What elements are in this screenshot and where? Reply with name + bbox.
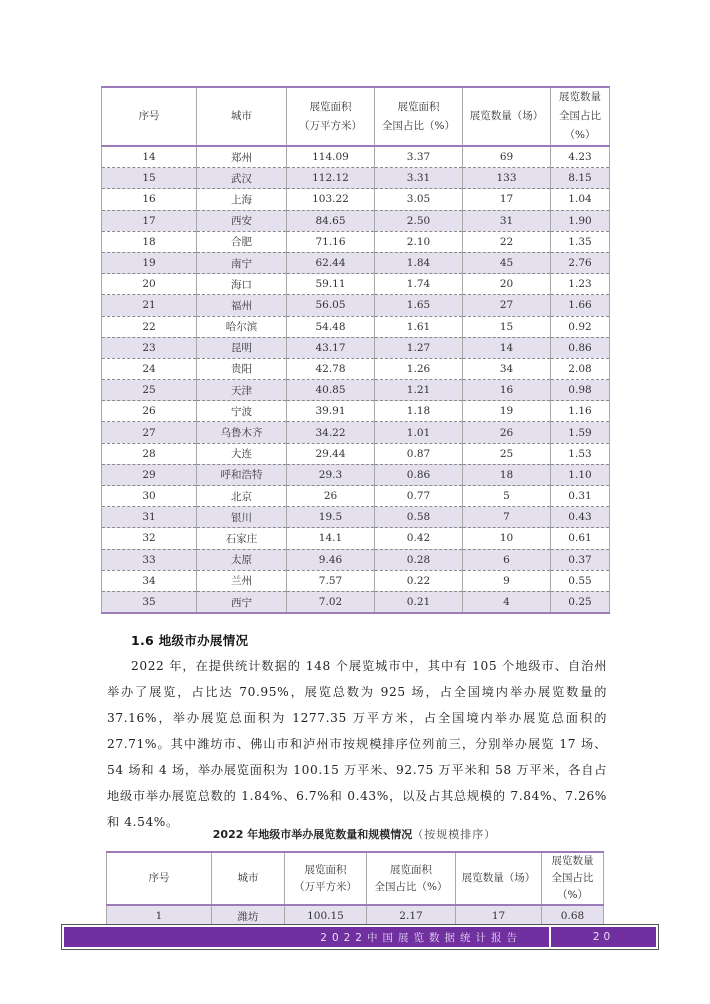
header-area-share [367,852,456,905]
cell-count: 15 [463,316,551,337]
header-count-share [551,87,610,146]
cell-area: 112.12 [287,168,375,189]
cell-rank: 34 [102,570,197,591]
cell-city: 宁波 [197,401,287,422]
cell-count: 14 [463,337,551,358]
header-count [463,87,551,146]
cell-area-share: 3.31 [375,168,463,189]
table-row [102,443,610,464]
cell-rank: 29 [102,464,197,485]
header-label: 展览数量 [559,91,601,103]
cell-rank: 18 [102,231,197,252]
cell-area-share: 2.50 [375,210,463,231]
header-sublabel: 全国占比（%） [559,110,601,141]
cell-count: 4 [463,591,551,613]
table-row [102,464,610,485]
cell-area-share: 0.21 [375,591,463,613]
table-row [102,337,610,358]
cell-city: 哈尔滨 [197,316,287,337]
table-row [102,274,610,295]
cell-city: 兰州 [197,570,287,591]
cell-area: 7.57 [287,570,375,591]
header-city [197,87,287,146]
cell-count: 18 [463,464,551,485]
header-area [287,87,375,146]
cell-area-share: 0.58 [375,507,463,528]
cell-count: 19 [463,401,551,422]
page-footer [61,924,659,950]
table-row [102,486,610,507]
header-count-share [542,852,604,905]
cell-rank: 1 [107,905,212,927]
footer-report-title: 2022中国展览数据统计报告 [64,927,549,947]
cell-area: 40.85 [287,380,375,401]
table-row [102,146,610,168]
cell-count-share: 1.53 [551,443,610,464]
prefecture-city-exhibition-table [106,851,604,928]
cell-city: 合肥 [197,231,287,252]
cell-count-share: 0.68 [542,905,604,927]
cell-count: 69 [463,146,551,168]
table-header-row [107,852,604,905]
cell-rank: 21 [102,295,197,316]
cell-count: 10 [463,528,551,549]
cell-area-share: 2.17 [367,905,456,927]
cell-city: 海口 [197,274,287,295]
header-label: 展览面积 [390,863,432,876]
cell-rank: 33 [102,549,197,570]
cell-count-share: 8.15 [551,168,610,189]
header-sublabel: 全国占比（%） [374,880,448,893]
cell-area-share: 0.86 [375,464,463,485]
city-exhibition-table [101,86,610,614]
header-label: 展览面积 [309,100,352,113]
cell-count-share: 1.10 [551,464,610,485]
cell-city: 潍坊 [212,905,285,927]
cell-area: 42.78 [287,358,375,379]
cell-rank: 20 [102,274,197,295]
cell-rank: 30 [102,486,197,507]
cell-count-share: 0.25 [551,591,610,613]
cell-count-share: 1.16 [551,401,610,422]
cell-city: 石家庄 [197,528,287,549]
cell-area-share: 3.37 [375,146,463,168]
header-label: 序号 [148,872,170,884]
cell-area: 9.46 [287,549,375,570]
header-sublabel: （万平方米） [299,119,362,132]
cell-area: 59.11 [287,274,375,295]
cell-rank: 28 [102,443,197,464]
cell-city: 南宁 [197,252,287,273]
cell-city: 银川 [197,507,287,528]
header-label: 展览数量（场） [469,110,544,122]
table-row [102,591,610,613]
cell-city: 贵阳 [197,358,287,379]
cell-area: 7.02 [287,591,375,613]
cell-count-share: 2.76 [551,252,610,273]
cell-rank: 31 [102,507,197,528]
table-row [102,316,610,337]
cell-rank: 14 [102,146,197,168]
cell-city: 福州 [197,295,287,316]
header-city [212,852,285,905]
table-row [102,168,610,189]
cell-city: 天津 [197,380,287,401]
header-sublabel: 全国占比（%） [551,872,594,901]
cell-area: 62.44 [287,252,375,273]
page-number: 20 [551,927,656,947]
table-row [102,422,610,443]
cell-count: 6 [463,549,551,570]
cell-count-share: 0.43 [551,507,610,528]
table-row [102,252,610,273]
cell-count-share: 0.61 [551,528,610,549]
cell-area: 29.44 [287,443,375,464]
cell-rank: 23 [102,337,197,358]
cell-area: 54.48 [287,316,375,337]
header-sublabel: （万平方米） [294,880,357,893]
cell-city: 武汉 [197,168,287,189]
cell-rank: 35 [102,591,197,613]
cell-area: 103.22 [287,189,375,210]
cell-count: 25 [463,443,551,464]
cell-area-share: 1.61 [375,316,463,337]
table-row [102,231,610,252]
cell-rank: 24 [102,358,197,379]
table-row [102,210,610,231]
header-label: 序号 [138,110,160,122]
table-row [102,401,610,422]
cell-city: 郑州 [197,146,287,168]
table-row [102,570,610,591]
cell-city: 北京 [197,486,287,507]
cell-count: 17 [456,905,542,927]
table-body [102,146,610,613]
cell-area: 100.15 [285,905,367,927]
cell-area-share: 0.28 [375,549,463,570]
cell-rank: 16 [102,189,197,210]
table-row [102,549,610,570]
cell-rank: 19 [102,252,197,273]
cell-area: 114.09 [287,146,375,168]
header-rank [107,852,212,905]
cell-area-share: 0.77 [375,486,463,507]
cell-area-share: 1.26 [375,358,463,379]
cell-count-share: 1.35 [551,231,610,252]
cell-area-share: 1.84 [375,252,463,273]
cell-count-share: 0.31 [551,486,610,507]
cell-count-share: 0.98 [551,380,610,401]
cell-area: 39.91 [287,401,375,422]
table-row [102,528,610,549]
cell-count-share: 1.23 [551,274,610,295]
cell-count-share: 0.37 [551,549,610,570]
cell-area: 34.22 [287,422,375,443]
cell-count-share: 1.66 [551,295,610,316]
header-label: 展览面积 [304,863,347,876]
header-label: 展览数量（场） [461,872,536,884]
paragraph-text: 2022 年，在提供统计数据的 148 个展览城市中，其中有 105 个地级市、自治州举办了展览，占比达 70.95%，展览总数为 925 场，占全国境内举办展览数量的 37.16%，举办展览总面积为 1277.35 万平方米，占全国境内举办展览总面积的 27.71%。其中潍坊市、佛山市和泸州市按规模排序位列前三，分别举办展览 17 场、54 场和 4 场，举办展览面积为 100.15 万平米、92.75 万平米和 58 万平米，各自占地级市举办展览总数的 1.84%、6.7%和 0.43%，以及占其总规模的 7.84%、7.26%和 4.54%。 [107,659,607,829]
cell-count: 5 [463,486,551,507]
cell-count: 45 [463,252,551,273]
cell-area-share: 1.27 [375,337,463,358]
cell-area-share: 0.42 [375,528,463,549]
cell-rank: 25 [102,380,197,401]
cell-count-share: 0.55 [551,570,610,591]
cell-count-share: 1.90 [551,210,610,231]
table2-caption-note: （按规模排序） [412,828,497,841]
cell-count: 20 [463,274,551,295]
cell-area-share: 0.87 [375,443,463,464]
table-row [102,189,610,210]
cell-count-share: 4.23 [551,146,610,168]
cell-area: 26 [287,486,375,507]
table2-caption-title: 2022 年地级市举办展览数量和规模情况 [212,828,413,841]
cell-count: 9 [463,570,551,591]
cell-count: 133 [463,168,551,189]
cell-rank: 26 [102,401,197,422]
cell-count: 34 [463,358,551,379]
header-label: 城市 [237,872,259,884]
table-row [102,380,610,401]
cell-area-share: 1.65 [375,295,463,316]
cell-city: 上海 [197,189,287,210]
header-label: 城市 [231,110,252,122]
header-label: 展览面积 [397,100,440,113]
cell-area: 56.05 [287,295,375,316]
cell-city: 乌鲁木齐 [197,422,287,443]
cell-count: 26 [463,422,551,443]
cell-area: 84.65 [287,210,375,231]
cell-count-share: 0.86 [551,337,610,358]
cell-area-share: 1.18 [375,401,463,422]
cell-area: 71.16 [287,231,375,252]
cell-area: 14.1 [287,528,375,549]
cell-rank: 15 [102,168,197,189]
cell-city: 西宁 [197,591,287,613]
cell-rank: 17 [102,210,197,231]
cell-city: 呼和浩特 [197,464,287,485]
cell-area: 19.5 [287,507,375,528]
header-sublabel: 全国占比（%） [382,119,455,132]
cell-rank: 32 [102,528,197,549]
cell-count: 27 [463,295,551,316]
cell-city: 太原 [197,549,287,570]
cell-rank: 27 [102,422,197,443]
cell-count: 31 [463,210,551,231]
cell-area-share: 1.21 [375,380,463,401]
cell-area-share: 1.01 [375,422,463,443]
header-area-share [375,87,463,146]
table2-caption [106,826,603,842]
table-row [102,295,610,316]
header-area [285,852,367,905]
cell-count: 17 [463,189,551,210]
cell-area: 43.17 [287,337,375,358]
header-count [456,852,542,905]
cell-count-share: 2.08 [551,358,610,379]
table-header-row [102,87,610,146]
cell-area: 29.3 [287,464,375,485]
cell-count-share: 1.59 [551,422,610,443]
cell-area-share: 0.22 [375,570,463,591]
header-rank [102,87,197,146]
table-row [102,507,610,528]
cell-area-share: 3.05 [375,189,463,210]
cell-rank: 22 [102,316,197,337]
cell-count: 16 [463,380,551,401]
cell-city: 昆明 [197,337,287,358]
cell-area-share: 1.74 [375,274,463,295]
section-paragraph [107,653,607,835]
cell-city: 西安 [197,210,287,231]
cell-count: 7 [463,507,551,528]
cell-area-share: 2.10 [375,231,463,252]
cell-city: 大连 [197,443,287,464]
header-label: 展览数量 [551,855,594,867]
cell-count-share: 1.04 [551,189,610,210]
cell-count: 22 [463,231,551,252]
table-row [102,358,610,379]
cell-count-share: 0.92 [551,316,610,337]
section-heading: 1.6 地级市办展情况 [131,633,249,648]
